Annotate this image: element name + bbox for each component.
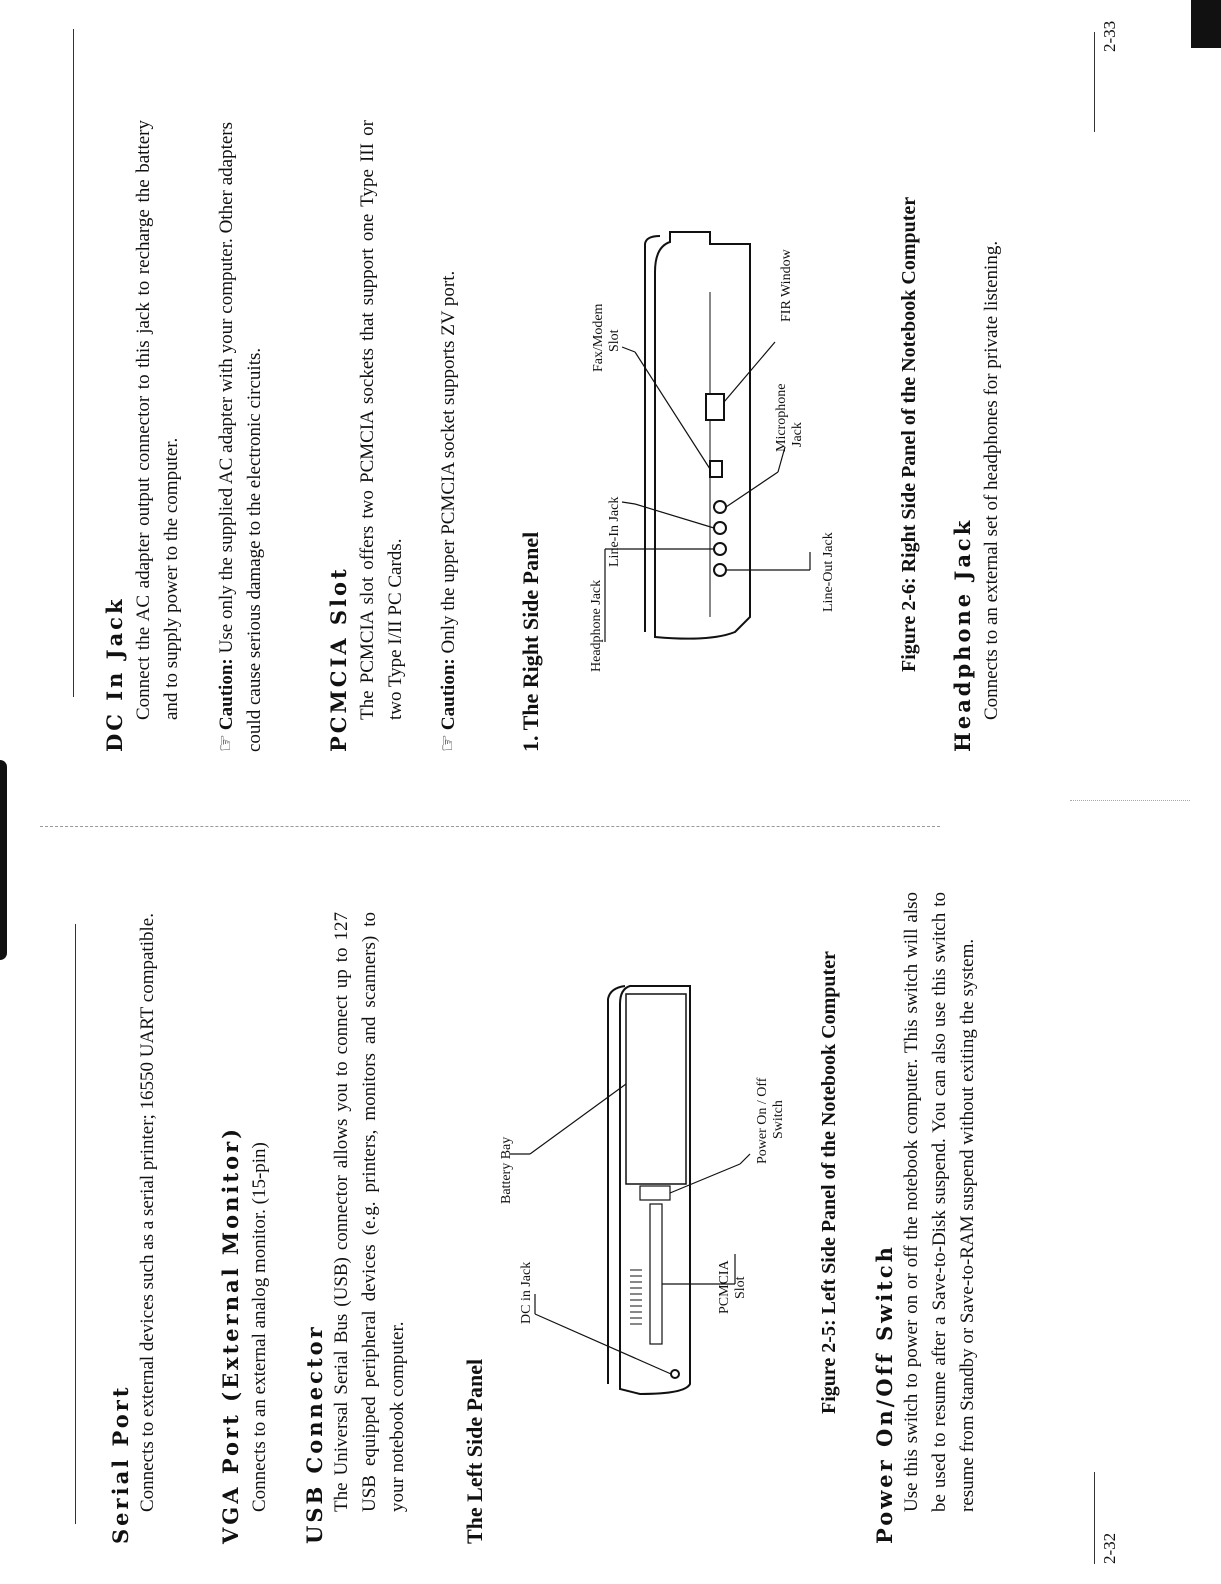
vga-port-body: Connects to an external analog monitor. (15-pin): [249, 1142, 270, 1512]
page-number: 2-33: [1100, 20, 1119, 52]
notebook-lid-outline: [645, 236, 660, 632]
serial-port-heading: Serial Port: [108, 1384, 133, 1544]
dc-in-jack-port: [671, 1370, 679, 1378]
pcmcia-label-line2: Slot: [733, 1276, 748, 1299]
caution-1-label: Caution:: [216, 658, 237, 731]
header-rule: [73, 29, 74, 697]
battery-bay-label: Battery Bay: [499, 1136, 514, 1204]
vga-port-heading: VGA Port (External Monitor): [218, 1125, 243, 1544]
fax-modem-label-line2: Slot: [607, 329, 622, 352]
caution-2-text: Only the upper PCMCIA socket supports ZV port.: [438, 270, 459, 654]
notebook-body-outline: [655, 232, 750, 639]
notebook-body-outline: [620, 986, 690, 1394]
headphone-jack-heading: Headphone Jack: [950, 517, 975, 752]
line-out-jack-label: Line-Out Jack: [821, 532, 836, 612]
left-side-panel-title: The Left Side Panel: [462, 1358, 487, 1544]
fax-modem-label-line1: Fax/Modem: [591, 303, 606, 372]
caution-1-text: Use only the supplied AC adapter with your computer. Other adapters could cause serious damage to the electronic circuits.: [216, 121, 265, 752]
headphone-jack-label: Headphone Jack: [589, 579, 604, 672]
caution-2-label: Caution:: [438, 658, 459, 731]
battery-bay: [626, 994, 686, 1184]
right-side-panel-diagram: [560, 0, 880, 792]
dc-in-jack-heading: DC In Jack: [102, 596, 127, 752]
power-switch-body: Use this switch to power on or off the notebook computer. This switch will also be used to resume after a Save-to-Disk suspend. You can also use this switch to resume from Standby or Save-to-RAM suspend without exiting the system.: [901, 892, 978, 1512]
figure-2-6-caption: Figure 2-6: Right Side Panel of the Notebook Computer: [898, 196, 920, 672]
fax-modem-slot-port: [710, 461, 722, 477]
dc-in-jack-label: DC in Jack: [519, 1261, 534, 1324]
line-out-jack-port: [714, 564, 726, 576]
power-switch-label-line2: Switch: [771, 1100, 786, 1139]
caution-2: [434, 112, 463, 752]
notebook-lid-outline: [608, 986, 625, 1384]
footer-rule: [1094, 1472, 1095, 1564]
pcmcia-slot-body: The PCMCIA slot offers two PCMCIA sockets that support one Type III or two Type I/II PC Cards.: [357, 120, 406, 720]
footer-rule: [1094, 32, 1095, 132]
dc-in-jack-body: Connect the AC adapter output connector to this jack to recharge the battery and to supply power to the computer.: [133, 120, 182, 720]
page-number: 2-32: [1100, 1532, 1119, 1564]
pcmcia-label-line1: PCMCIA: [717, 1260, 732, 1314]
left-page: [0, 792, 1221, 1584]
caution-1: [212, 122, 269, 752]
figure-2-5-caption: Figure 2-5: Left Side Panel of the Notebook Computer: [818, 951, 840, 1414]
power-switch-heading: Power On/Off Switch: [872, 1244, 897, 1544]
left-side-panel-diagram: [490, 792, 800, 1584]
usb-connector-body: The Universal Serial Bus (USB) connector allows you to connect up to 127 USB equipped peripheral devices (e.g. printers, monitors and scanners) to your notebook computer.: [331, 912, 408, 1512]
fir-window-port: [706, 394, 724, 420]
line-in-jack-port: [714, 522, 726, 534]
power-switch-label-line1: Power On / Off: [755, 1077, 770, 1164]
header-rule: [75, 924, 76, 1524]
microphone-label-line2: Jack: [790, 422, 805, 447]
pcmcia-slot: [650, 1204, 662, 1344]
line-in-jack-label: Line-In Jack: [607, 496, 622, 567]
pointing-hand-icon: ☞: [437, 734, 459, 752]
serial-port-body: Connects to external devices such as a serial printer; 16550 UART compatible.: [137, 913, 158, 1512]
left-page-region: [0, 792, 1221, 1584]
fir-window-label: FIR Window: [779, 249, 794, 322]
microphone-label-line1: Microphone: [774, 383, 789, 452]
microphone-jack-port: [714, 501, 726, 513]
pcmcia-slot-heading: PCMCIA Slot: [326, 566, 351, 752]
power-switch: [640, 1186, 670, 1200]
right-side-panel-title: 1. The Right Side Panel: [518, 531, 543, 752]
headphone-jack-port: [714, 543, 726, 555]
headphone-jack-body: Connects to an external set of headphones for private listening.: [981, 240, 1002, 720]
pointing-hand-icon: ☞: [215, 734, 237, 752]
usb-connector-heading: USB Connector: [302, 1324, 327, 1544]
